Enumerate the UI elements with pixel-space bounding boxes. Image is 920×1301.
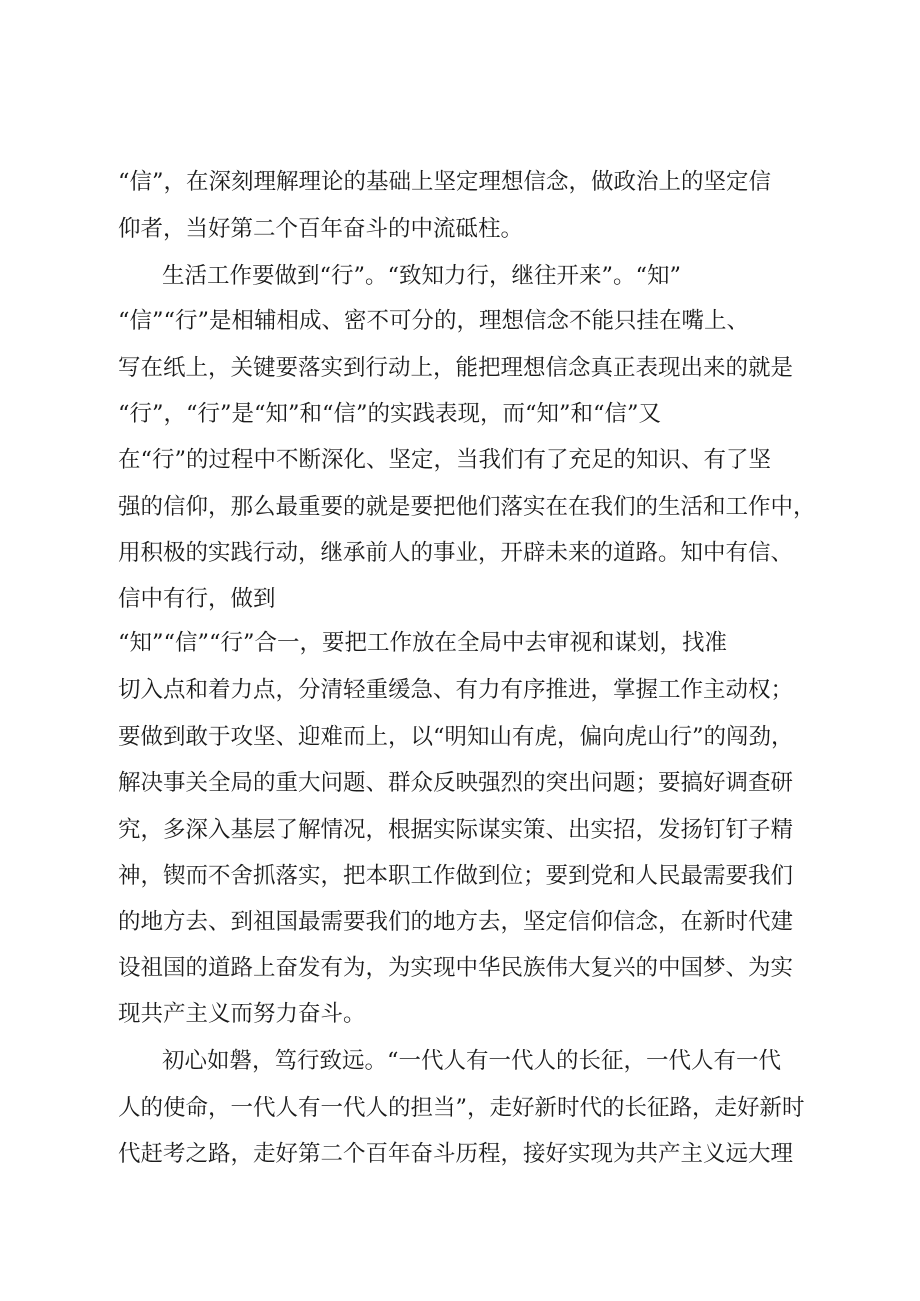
text-line: 初心如磐，笃行致远。“一代人有一代人的长征，一代人有一代 bbox=[162, 1048, 782, 1074]
text-line: 的地方去、到祖国最需要我们的地方去，坚定信仰信念，在新时代建 bbox=[118, 909, 794, 935]
text-line: 设祖国的道路上奋发有为，为实现中华民族伟大复兴的中国梦、为实 bbox=[118, 955, 794, 981]
text-line: 要做到敢于攻坚、迎难而上，以“明知山有虎，偏向虎山行”的闯劲， bbox=[118, 724, 794, 750]
text-line: “知”“信”“行”合一，要把工作放在全局中去审视和谋划，找准 bbox=[118, 630, 728, 656]
text-line: 代赶考之路，走好第二个百年奋斗历程，接好实现为共产主义远大理 bbox=[118, 1141, 794, 1167]
text-line: 究，多深入基层了解情况，根据实际谋实策、出实招，发扬钉钉子精 bbox=[118, 817, 794, 843]
text-line: 生活工作要做到“行”。“致知力行，继往开来”。“知” bbox=[162, 263, 682, 289]
text-line: 解决事关全局的重大问题、群众反映强烈的突出问题；要搞好调查研 bbox=[118, 770, 794, 796]
text-line: 写在纸上，关键要落实到行动上，能把理想信念真正表现出来的就是 bbox=[118, 355, 794, 381]
text-line: “信”“行”是相辅相成、密不可分的，理想信念不能只挂在嘴上、 bbox=[118, 308, 750, 334]
text-line: “信”，在深刻理解理论的基础上坚定理想信念，做政治上的坚定信 bbox=[118, 169, 772, 195]
text-line: 神，锲而不舍抓落实，把本职工作做到位；要到党和人民最需要我们 bbox=[118, 863, 794, 889]
text-line: “行”，“行”是“知”和“信”的实践表现，而“知”和“信”又 bbox=[118, 401, 662, 427]
text-line: 在“行”的过程中不断深化、坚定，当我们有了充足的知识、有了坚 bbox=[118, 447, 772, 473]
text-line: 现共产主义而努力奋斗。 bbox=[118, 1001, 366, 1027]
text-line: 仰者，当好第二个百年奋斗的中流砥柱。 bbox=[118, 216, 524, 242]
text-line: 切入点和着力点，分清轻重缓急、有力有序推进，掌握工作主动权； bbox=[118, 677, 794, 703]
text-line: 人的使命，一代人有一代人的担当”，走好新时代的长征路，走好新时 bbox=[118, 1095, 805, 1121]
text-line: 信中有行，做到 bbox=[118, 586, 276, 612]
text-line: 用积极的实践行动，继承前人的事业，开辟未来的道路。知中有信、 bbox=[118, 540, 794, 566]
text-line: 强的信仰，那么最重要的就是要把他们落实在在我们的生活和工作中， bbox=[118, 494, 816, 520]
